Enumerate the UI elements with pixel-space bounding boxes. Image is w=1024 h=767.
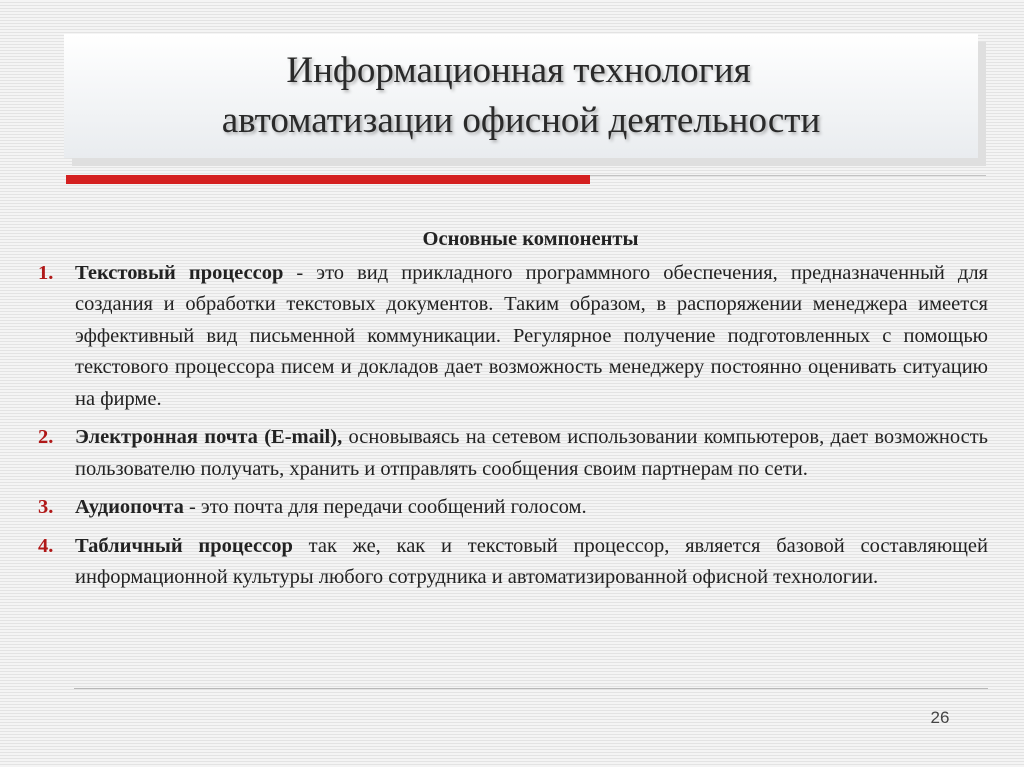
item-text: основываясь на сетевом использовании компьютеров, дает возможность пользователю получать, хранить и отправлять сообщения своим партнерам по сети. bbox=[75, 426, 988, 480]
item-term: Табличный процессор bbox=[75, 534, 293, 557]
list-item bbox=[38, 258, 988, 416]
item-text: - это почта для передачи сообщений голосом. bbox=[183, 496, 587, 518]
list-item bbox=[38, 422, 988, 485]
slide-title-line-1: Информационная технология bbox=[286, 50, 751, 91]
footer-divider bbox=[74, 688, 988, 689]
list-item bbox=[38, 492, 988, 524]
title-box bbox=[64, 34, 978, 158]
section-subtitle: Основные компоненты bbox=[422, 228, 639, 250]
item-number: 1. bbox=[38, 261, 54, 284]
slide-title-line-2: автоматизации офисной деятельности bbox=[221, 100, 821, 141]
title-divider bbox=[590, 175, 986, 176]
components-list bbox=[38, 258, 988, 594]
item-number: 3. bbox=[38, 496, 54, 518]
item-term: Текстовый процессор bbox=[75, 261, 284, 284]
item-number: 2. bbox=[38, 426, 54, 448]
red-accent-bar bbox=[66, 175, 590, 184]
item-text: так же, как и текстовый процессор, является базовой составляющей информационной культуры любого сотрудника и автоматизированной офисной технологии. bbox=[75, 534, 988, 588]
item-text: - это вид прикладного программного обеспечения, предназначенный для создания и обработки текстовых документов. Таким образом, в распоряжении менеджера имеется эффективный вид письменной коммуникации. Регулярное получение подготовленных с помощью текстового процессора писем и докладов дает возможность менеджеру постоянно оценивать ситуацию на фирме. bbox=[75, 261, 988, 410]
item-number: 4. bbox=[38, 534, 54, 557]
list-item bbox=[38, 531, 988, 594]
page-number: 26 bbox=[930, 708, 950, 727]
item-term: Аудиопочта bbox=[75, 496, 184, 518]
item-term: Электронная почта (E-mail), bbox=[75, 426, 343, 448]
slide-content bbox=[38, 224, 988, 601]
